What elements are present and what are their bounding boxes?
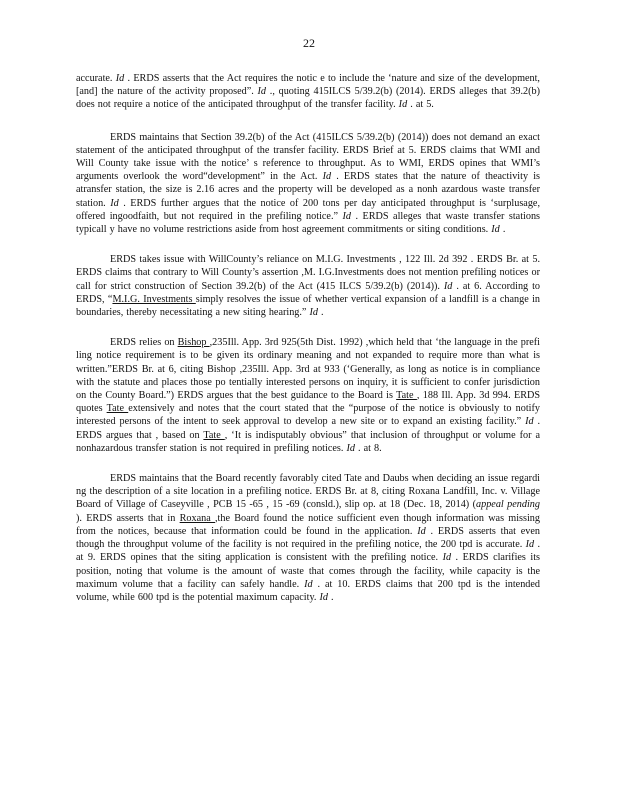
text-run: ). ERDS asserts that in	[76, 512, 180, 524]
italic-citation: Id	[309, 307, 318, 319]
italic-citation: Id	[491, 224, 500, 236]
text-run: . at 6. According to ERDS, “	[76, 280, 541, 305]
italic-citation: Id	[417, 525, 426, 537]
page-number: 22	[303, 36, 315, 50]
text-run: ERDS maintains that Section 39.2(b) of the Act (415ILCS 5/39.2(b) (2014)) does not demand an exact statement of the anticipated throughput of the transfer facility. ERDS Brief at 5. ERDS claims that WMI and Will County take issue with the notice’ s reference to throughput. As to WMI, ERDS opines that WMI’s arguments overlook the word“development” in the Act.	[76, 131, 540, 183]
document-body	[76, 72, 540, 621]
case-citation: Roxana	[179, 512, 215, 524]
text-run: ,the Board found the notice sufficient even though information was missing from the notices, because that information could be found in the application.	[76, 512, 540, 537]
italic-citation: Id	[322, 171, 332, 183]
case-citation: Tate	[396, 390, 417, 402]
text-run: ,235Ill. App. 3rd 925(5th Dist. 1992) ,which held that ‘the language in the prefi ling notice requirement is to be given its ordinary meaning and not expanded to require more than what is written.”ERDS Br. at 6, citing Bishop ,235Ill. App. 3rd at 933 (‘Generally, as long as notice is in compliance with the statute and places those po tentially interested persons on inquiry, it is sufficient to confer jurisdiction on the County Board.”) ERDS argues that the best guidance to the Board is	[76, 337, 541, 402]
case-citation: Bishop	[177, 337, 210, 349]
text-run: . at 10. ERDS claims that 200 tpd is the intended volume, while 600 tpd is the potential maximum capacity.	[76, 578, 541, 603]
text-run: .	[499, 224, 506, 236]
case-citation: Tate	[203, 429, 225, 441]
paragraph-5	[76, 472, 540, 604]
italic-citation: Id	[342, 210, 352, 222]
text-run: .	[327, 591, 334, 603]
italic-citation: Id	[319, 591, 328, 603]
text-run: . ERDS alleges that waste transfer stations typicall y have no volume restrictions aside from host agreement commitments or siting conditions.	[76, 210, 541, 236]
italic-citation: Id	[398, 99, 408, 111]
italic-citation: Id	[115, 73, 125, 84]
text-run: . ERDS asserts that even though the throughput volume of the facility is not required in the prefiling notice, the 200 tpd is accurate.	[76, 525, 540, 551]
text-run: .	[318, 307, 324, 319]
paragraph-3	[76, 253, 540, 319]
italic-citation: Id	[443, 280, 453, 292]
text-run: . ERDS clarifies its position, noting that volume is the amount of waste that comes through the facility, while capacity is the maximum volume that a facility can safely handle.	[76, 552, 540, 590]
italic-citation: appeal pending	[476, 499, 540, 511]
text-run: , ‘It is indisputably obvious” that inclusion of throughput or volume for a nonhazardous transfer station is not required in prefiling notices.	[76, 429, 540, 454]
text-run: ERDS maintains that the Board recently favorably cited Tate and Daubs when deciding an issue regardi ng the description of a site location in a prefiling notice. ERDS Br. at 8, citing Roxana Landfill, Inc. v. Village Board of Village of Caseyville , PCB 15 -65 , 15 -69 (consld.), slip op. at 18 (Dec. 18, 2014) (	[76, 473, 540, 511]
italic-citation: Id	[304, 578, 313, 590]
text-run: ., quoting 415ILCS 5/39.2(b) (2014). ERDS alleges that 39.2(b) does not require a notice of the anticipated throughput of the transfer facility.	[76, 86, 540, 111]
text-run: . at 9. ERDS opines that the siting application is consistent with the prefiling notice.	[76, 539, 540, 564]
paragraph-4	[76, 336, 540, 455]
italic-citation: Id	[346, 442, 355, 454]
italic-citation: Id	[257, 86, 267, 98]
text-run: extensively and notes that the court stated that the “purpose of the notice is obviously to notify interested persons of the intent to seek approval to develop a new site or to expand an existing facility.”	[76, 403, 541, 428]
text-run: . ERDS asserts that the Act requires the notic e to include the ‘nature and size of the development, [and] the nature of the activity proposed”.	[76, 73, 540, 98]
italic-citation: Id	[442, 552, 452, 564]
text-run: . ERDS argues that , based on	[76, 416, 540, 441]
text-run: . at 8.	[354, 442, 382, 454]
text-run: . ERDS further argues that the notice of 200 tons per day anticipated throughput is ‘surplusage, offered ingoodfaith, but not required in the prefiling notice.”	[76, 197, 540, 222]
text-run: . at 5.	[407, 99, 434, 111]
italic-citation: Id	[525, 539, 535, 551]
text-run: ERDS takes issue with WillCounty’s reliance on M.I.G. Investments , 122 Ill. 2d 392 . ERDS Br. at 5. ERDS claims that contrary to Will County’s assertion ,M. I.G.Investments does not mention prefiling notices or call for strict construction of Section 39.2(b) of the Act (415 ILCS 5/39.2(b) (2014)).	[76, 254, 540, 292]
case-citation: Tate	[106, 403, 129, 415]
italic-citation: Id	[525, 416, 534, 428]
text-run: . ERDS states that the nature of theactivity is atransfer station, the size is 2.16 acres and the property will be developed as a nonh azardous waste transfer station.	[76, 171, 540, 209]
italic-citation: Id	[110, 197, 119, 209]
text-run: accurate.	[76, 73, 116, 84]
text-run: simply resolves the issue of whether vertical expansion of a landfill is a change in boundaries, thereby necessitating a new siting hearing.”	[76, 293, 541, 319]
paragraph-1	[76, 72, 540, 112]
text-run: ERDS relies on	[110, 337, 178, 349]
text-run: , 188 Ill. App. 3d 994. ERDS quotes	[76, 390, 541, 415]
case-citation: M.I.G. Investments	[112, 293, 196, 305]
paragraph-2	[76, 131, 540, 237]
